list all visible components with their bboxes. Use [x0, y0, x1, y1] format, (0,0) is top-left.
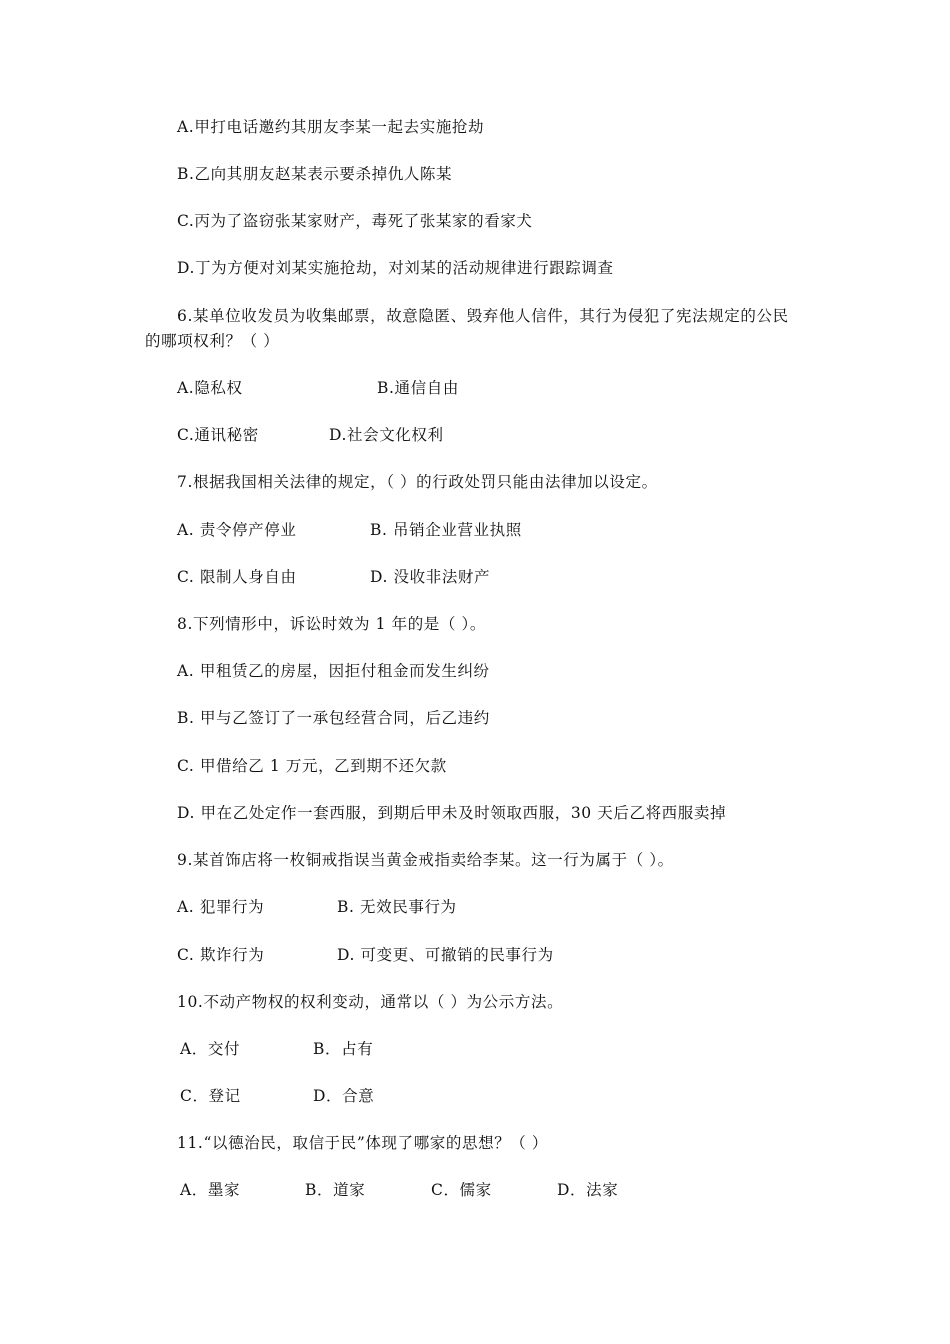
q6-option-b: B.通信自由: [377, 379, 459, 397]
q7-option-b: B. 吊销企业营业执照: [370, 521, 522, 539]
q10-option-a: A．交付: [180, 1040, 241, 1058]
q9-option-b: B. 无效民事行为: [337, 898, 457, 916]
q11-option-b: B．道家: [305, 1181, 366, 1199]
q6-stem-line2: 的哪项权利？（ ）: [145, 332, 280, 350]
q11-option-a: A．墨家: [180, 1181, 241, 1199]
q7-option-c: C. 限制人身自由: [177, 568, 297, 586]
q8-option-a: A. 甲租赁乙的房屋，因拒付租金而发生纠纷: [177, 662, 490, 680]
q10-option-d: D．合意: [313, 1087, 375, 1105]
q9-option-c: C. 欺诈行为: [177, 946, 265, 964]
q10-option-c: C．登记: [180, 1087, 241, 1105]
q6-option-a: A.隐私权: [177, 379, 243, 397]
q11-option-d: D．法家: [557, 1181, 619, 1199]
q7-stem: 7.根据我国相关法律的规定，（ ）的行政处罚只能由法律加以设定。: [177, 473, 658, 491]
q6-option-d: D.社会文化权利: [329, 426, 444, 444]
q5-option-c: C.丙为了盗窃张某家财产，毒死了张某家的看家犬: [177, 212, 533, 230]
q7-option-d: D. 没收非法财产: [370, 568, 491, 586]
q8-stem: 8.下列情形中，诉讼时效为 1 年的是（ ）。: [177, 615, 486, 633]
q8-option-c: C. 甲借给乙 1 万元，乙到期不还欠款: [177, 757, 447, 775]
q5-option-d: D.丁为方便对刘某实施抢劫，对刘某的活动规律进行跟踪调查: [177, 259, 614, 277]
q9-option-d: D. 可变更、可撤销的民事行为: [337, 946, 554, 964]
q5-option-a: A.甲打电话邀约其朋友李某一起去实施抢劫: [177, 118, 485, 136]
q6-option-c: C.通讯秘密: [177, 426, 259, 444]
q5-option-b: B.乙向其朋友赵某表示要杀掉仇人陈某: [177, 165, 453, 183]
q6-stem-line1: 6.某单位收发员为收集邮票，故意隐匿、毁弃他人信件，其行为侵犯了宪法规定的公民: [177, 307, 789, 325]
q11-option-c: C．儒家: [431, 1181, 492, 1199]
q7-option-a: A. 责令停产停业: [177, 521, 297, 539]
q11-stem: 11.“以德治民，取信于民”体现了哪家的思想？（ ）: [177, 1134, 549, 1152]
q10-option-b: B．占有: [313, 1040, 374, 1058]
q9-stem: 9.某首饰店将一枚铜戒指误当黄金戒指卖给李某。这一行为属于（ ）。: [177, 851, 674, 869]
q8-option-b: B. 甲与乙签订了一承包经营合同，后乙违约: [177, 709, 490, 727]
q9-option-a: A. 犯罪行为: [177, 898, 265, 916]
q10-stem: 10.不动产物权的权利变动，通常以（ ）为公示方法。: [177, 993, 564, 1011]
q8-option-d: D. 甲在乙处定作一套西服，到期后甲未及时领取西服，30 天后乙将西服卖掉: [177, 804, 727, 822]
